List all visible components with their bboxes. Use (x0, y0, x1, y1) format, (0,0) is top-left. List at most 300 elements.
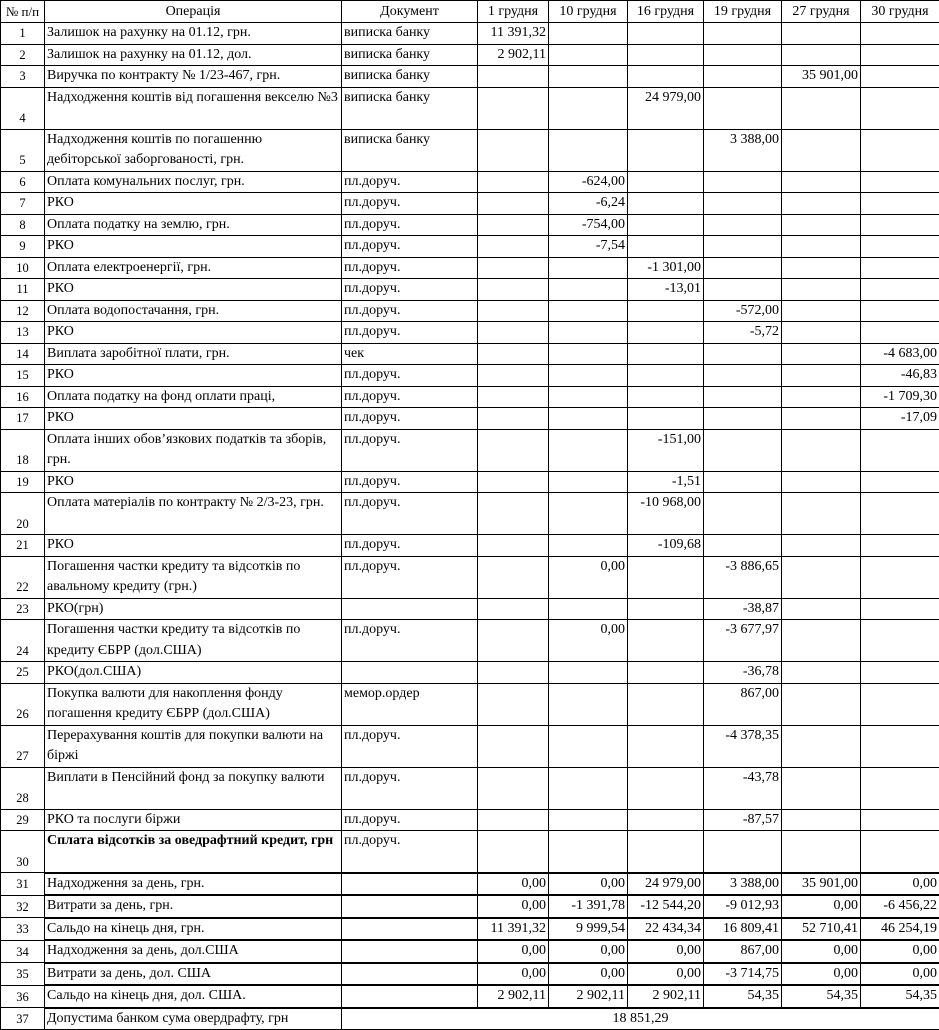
header-date-19: 19 грудня (704, 1, 782, 23)
document-cell (342, 940, 478, 963)
value-cell (628, 44, 704, 66)
row-number: 10 (1, 257, 45, 279)
summary-value: -6 456,22 (861, 895, 939, 918)
value-cell (628, 343, 704, 365)
value-cell (549, 598, 628, 620)
row-number: 25 (1, 662, 45, 684)
value-cell (704, 535, 782, 557)
summary-row (1, 918, 939, 941)
summary-row (1, 873, 939, 896)
value-cell (861, 236, 939, 258)
value-cell (861, 279, 939, 301)
operation-cell: Залишок на рахунку на 01.12, грн. (45, 23, 342, 45)
value-cell (478, 365, 549, 387)
value-cell: -4 378,35 (704, 725, 782, 767)
summary-value: 54,35 (861, 985, 939, 1008)
summary-label: Надходження за день, грн. (45, 873, 342, 896)
summary-value: 0,00 (861, 963, 939, 986)
value-cell (782, 129, 861, 171)
row-number: 32 (1, 895, 45, 918)
table-row (1, 322, 939, 344)
summary-value: 35 901,00 (782, 873, 861, 896)
row-number: 2 (1, 44, 45, 66)
operation-cell: Перерахування коштів для покупки валюти на біржі (45, 725, 342, 767)
table-row (1, 493, 939, 535)
value-cell: -46,83 (861, 365, 939, 387)
document-cell (342, 873, 478, 896)
summary-value: -12 544,20 (628, 895, 704, 918)
document-cell: пл.доруч. (342, 322, 478, 344)
value-cell (478, 493, 549, 535)
value-cell (549, 831, 628, 873)
value-cell (549, 725, 628, 767)
value-cell (704, 831, 782, 873)
value-cell (478, 343, 549, 365)
value-cell (782, 809, 861, 831)
value-cell (782, 598, 861, 620)
value-cell (861, 831, 939, 873)
value-cell (549, 767, 628, 809)
value-cell (782, 471, 861, 493)
table-row (1, 279, 939, 301)
value-cell (861, 809, 939, 831)
overdraft-value: 18 851,29 (342, 1008, 939, 1030)
value-cell (782, 725, 861, 767)
document-cell: пл.доруч. (342, 214, 478, 236)
header-date-16: 16 грудня (628, 1, 704, 23)
value-cell: 2 902,11 (478, 44, 549, 66)
value-cell (704, 236, 782, 258)
row-number: 35 (1, 963, 45, 986)
value-cell: -1 709,30 (861, 386, 939, 408)
value-cell (782, 683, 861, 725)
value-cell (782, 556, 861, 598)
value-cell: -38,87 (704, 598, 782, 620)
value-cell (782, 300, 861, 322)
value-cell (704, 429, 782, 471)
value-cell (782, 831, 861, 873)
value-cell (549, 87, 628, 129)
operation-cell: Виплата заробітної плати, грн. (45, 343, 342, 365)
value-cell: 24 979,00 (628, 87, 704, 129)
operation-cell: Надходження коштів від погашення векселю №3 (45, 87, 342, 129)
table-row (1, 683, 939, 725)
summary-value: 0,00 (549, 963, 628, 986)
value-cell: -151,00 (628, 429, 704, 471)
document-cell (342, 662, 478, 684)
row-number: 37 (1, 1008, 45, 1030)
value-cell (628, 66, 704, 88)
operation-cell: Оплата матеріалів по контракту № 2/3-23, грн. (45, 493, 342, 535)
value-cell (478, 725, 549, 767)
operation-cell: Покупка валюти для накоплення фонду погашення кредиту ЄБРР (дол.США) (45, 683, 342, 725)
value-cell (478, 662, 549, 684)
operation-cell: Сплата відсотків за оведрафтний кредит, грн (45, 831, 342, 873)
value-cell: -3 677,97 (704, 620, 782, 662)
value-cell: -13,01 (628, 279, 704, 301)
summary-value: 0,00 (478, 873, 549, 896)
summary-value: 0,00 (478, 940, 549, 963)
value-cell (628, 236, 704, 258)
value-cell (861, 429, 939, 471)
value-cell (861, 556, 939, 598)
value-cell (782, 620, 861, 662)
value-cell (549, 365, 628, 387)
row-number: 31 (1, 873, 45, 896)
value-cell (861, 471, 939, 493)
value-cell (549, 44, 628, 66)
value-cell (704, 44, 782, 66)
value-cell (628, 300, 704, 322)
value-cell: -624,00 (549, 171, 628, 193)
document-cell: пл.доруч. (342, 408, 478, 430)
operation-cell: Оплата водопостачання, грн. (45, 300, 342, 322)
value-cell (861, 598, 939, 620)
value-cell (478, 386, 549, 408)
summary-value: 0,00 (782, 963, 861, 986)
document-cell: пл.доруч. (342, 300, 478, 322)
document-cell: пл.доруч. (342, 809, 478, 831)
value-cell (861, 493, 939, 535)
value-cell (549, 408, 628, 430)
overdraft-label: Допустима банком сума овердрафту, грн (45, 1008, 342, 1030)
operation-cell: Залишок на рахунку на 01.12, дол. (45, 44, 342, 66)
document-cell (342, 985, 478, 1008)
value-cell (782, 662, 861, 684)
value-cell (478, 429, 549, 471)
value-cell (861, 683, 939, 725)
document-cell: пл.доруч. (342, 620, 478, 662)
value-cell (478, 87, 549, 129)
summary-value: 0,00 (549, 873, 628, 896)
value-cell (861, 535, 939, 557)
document-cell: пл.доруч. (342, 365, 478, 387)
summary-value: 16 809,41 (704, 918, 782, 941)
value-cell (628, 809, 704, 831)
document-cell: виписка банку (342, 66, 478, 88)
summary-value: 0,00 (549, 940, 628, 963)
value-cell (628, 598, 704, 620)
operation-cell: РКО (45, 279, 342, 301)
table-row (1, 87, 939, 129)
row-number: 19 (1, 471, 45, 493)
summary-value: 52 710,41 (782, 918, 861, 941)
value-cell (478, 471, 549, 493)
value-cell (782, 322, 861, 344)
value-cell (782, 343, 861, 365)
value-cell (628, 129, 704, 171)
document-cell: пл.доруч. (342, 831, 478, 873)
value-cell: -1,51 (628, 471, 704, 493)
summary-value: 0,00 (782, 895, 861, 918)
header-operation: Операція (45, 1, 342, 23)
table-row (1, 257, 939, 279)
summary-row (1, 985, 939, 1008)
value-cell (549, 809, 628, 831)
value-cell (549, 23, 628, 45)
value-cell (628, 683, 704, 725)
value-cell (782, 171, 861, 193)
value-cell (861, 44, 939, 66)
document-cell: пл.доруч. (342, 535, 478, 557)
value-cell (478, 831, 549, 873)
summary-row (1, 963, 939, 986)
value-cell (861, 620, 939, 662)
value-cell (549, 279, 628, 301)
row-number: 8 (1, 214, 45, 236)
row-number: 17 (1, 408, 45, 430)
value-cell (704, 365, 782, 387)
value-cell (782, 44, 861, 66)
value-cell (704, 386, 782, 408)
value-cell (782, 257, 861, 279)
row-number: 21 (1, 535, 45, 557)
operation-cell: Оплата податку на землю, грн. (45, 214, 342, 236)
value-cell (782, 386, 861, 408)
document-cell: пл.доруч. (342, 171, 478, 193)
operation-cell: РКО (45, 193, 342, 215)
value-cell: -1 301,00 (628, 257, 704, 279)
value-cell (478, 171, 549, 193)
document-cell: пл.доруч. (342, 767, 478, 809)
row-number: 28 (1, 767, 45, 809)
value-cell (549, 429, 628, 471)
operation-cell: Надходження коштів по погашенню дебіторської заборгованості, грн. (45, 129, 342, 171)
summary-value: 867,00 (704, 940, 782, 963)
document-cell: пл.доруч. (342, 556, 478, 598)
row-number: 4 (1, 87, 45, 129)
value-cell (478, 300, 549, 322)
table-row (1, 44, 939, 66)
value-cell (628, 767, 704, 809)
row-number: 9 (1, 236, 45, 258)
value-cell (704, 471, 782, 493)
table-row (1, 556, 939, 598)
value-cell: 0,00 (549, 556, 628, 598)
value-cell: 0,00 (549, 620, 628, 662)
table-row (1, 471, 939, 493)
table-row (1, 300, 939, 322)
value-cell (861, 66, 939, 88)
value-cell (478, 279, 549, 301)
table-row (1, 408, 939, 430)
value-cell (549, 343, 628, 365)
value-cell: -87,57 (704, 809, 782, 831)
operation-cell: Оплата комунальних послуг, грн. (45, 171, 342, 193)
row-number: 34 (1, 940, 45, 963)
row-number: 20 (1, 493, 45, 535)
summary-value: 54,35 (782, 985, 861, 1008)
operation-cell: РКО (45, 236, 342, 258)
row-number: 23 (1, 598, 45, 620)
document-cell: пл.доруч. (342, 493, 478, 535)
summary-value: 0,00 (861, 940, 939, 963)
value-cell: -17,09 (861, 408, 939, 430)
summary-value: -1 391,78 (549, 895, 628, 918)
value-cell (704, 493, 782, 535)
value-cell (861, 725, 939, 767)
summary-value: 9 999,54 (549, 918, 628, 941)
value-cell (478, 620, 549, 662)
value-cell (704, 193, 782, 215)
value-cell (478, 408, 549, 430)
value-cell: -572,00 (704, 300, 782, 322)
table-row (1, 193, 939, 215)
table-row (1, 365, 939, 387)
row-number: 33 (1, 918, 45, 941)
value-cell (628, 23, 704, 45)
operation-cell: Погашення частки кредиту та відсотків по авальному кредиту (грн.) (45, 556, 342, 598)
value-cell: -6,24 (549, 193, 628, 215)
table-row (1, 386, 939, 408)
table-row (1, 66, 939, 88)
overdraft-row (1, 1008, 939, 1030)
value-cell (704, 214, 782, 236)
summary-value: 0,00 (478, 895, 549, 918)
value-cell (782, 279, 861, 301)
operation-cell: РКО (45, 535, 342, 557)
summary-value: 2 902,11 (478, 985, 549, 1008)
value-cell (782, 365, 861, 387)
operation-cell: Виручка по контракту № 1/23-467, грн. (45, 66, 342, 88)
row-number: 36 (1, 985, 45, 1008)
value-cell (628, 556, 704, 598)
value-cell (861, 300, 939, 322)
value-cell: 11 391,32 (478, 23, 549, 45)
value-cell: -5,72 (704, 322, 782, 344)
value-cell: 35 901,00 (782, 66, 861, 88)
value-cell (861, 257, 939, 279)
header-date-30: 30 грудня (861, 1, 939, 23)
row-number: 13 (1, 322, 45, 344)
table-row (1, 171, 939, 193)
value-cell (704, 279, 782, 301)
value-cell (861, 129, 939, 171)
value-cell (549, 535, 628, 557)
row-number: 29 (1, 809, 45, 831)
row-number: 3 (1, 66, 45, 88)
table-row (1, 725, 939, 767)
header-document: Документ (342, 1, 478, 23)
value-cell (704, 66, 782, 88)
value-cell: -4 683,00 (861, 343, 939, 365)
value-cell: -754,00 (549, 214, 628, 236)
summary-label: Сальдо на кінець дня, грн. (45, 918, 342, 941)
operation-cell: РКО (45, 408, 342, 430)
value-cell (704, 23, 782, 45)
document-cell (342, 918, 478, 941)
document-cell: пл.доруч. (342, 279, 478, 301)
value-cell: -3 886,65 (704, 556, 782, 598)
value-cell (549, 386, 628, 408)
value-cell (628, 171, 704, 193)
document-cell: виписка банку (342, 23, 478, 45)
document-cell (342, 598, 478, 620)
operation-cell: РКО(грн) (45, 598, 342, 620)
summary-value: 3 388,00 (704, 873, 782, 896)
row-number: 24 (1, 620, 45, 662)
summary-value: -3 714,75 (704, 963, 782, 986)
summary-value: 0,00 (782, 940, 861, 963)
operation-cell: Оплата електроенергії, грн. (45, 257, 342, 279)
value-cell (628, 322, 704, 344)
table-row (1, 620, 939, 662)
summary-value: 2 902,11 (549, 985, 628, 1008)
row-number: 18 (1, 429, 45, 471)
table-row (1, 343, 939, 365)
table-row (1, 214, 939, 236)
operation-cell: РКО та послуги біржи (45, 809, 342, 831)
value-cell: -10 968,00 (628, 493, 704, 535)
document-cell: виписка банку (342, 44, 478, 66)
summary-label: Витрати за день, дол. США (45, 963, 342, 986)
document-cell: пл.доруч. (342, 257, 478, 279)
table-row (1, 662, 939, 684)
value-cell (782, 429, 861, 471)
document-cell: пл.доруч. (342, 725, 478, 767)
header-row (1, 1, 939, 23)
summary-value: 46 254,19 (861, 918, 939, 941)
table-row (1, 236, 939, 258)
value-cell (628, 831, 704, 873)
row-number: 30 (1, 831, 45, 873)
value-cell (782, 767, 861, 809)
summary-value: 0,00 (628, 963, 704, 986)
value-cell (549, 129, 628, 171)
summary-value: 11 391,32 (478, 918, 549, 941)
summary-label: Витрати за день, грн. (45, 895, 342, 918)
value-cell (782, 236, 861, 258)
value-cell (478, 556, 549, 598)
value-cell (782, 535, 861, 557)
value-cell (861, 214, 939, 236)
summary-value: 0,00 (861, 873, 939, 896)
document-cell: пл.доруч. (342, 193, 478, 215)
row-number: 5 (1, 129, 45, 171)
table-row (1, 809, 939, 831)
value-cell (628, 386, 704, 408)
value-cell (478, 214, 549, 236)
value-cell (782, 408, 861, 430)
summary-row (1, 940, 939, 963)
summary-value: -9 012,93 (704, 895, 782, 918)
header-date-1: 1 грудня (478, 1, 549, 23)
value-cell (704, 171, 782, 193)
value-cell (628, 662, 704, 684)
value-cell (478, 809, 549, 831)
value-cell (704, 343, 782, 365)
value-cell (478, 257, 549, 279)
table-row (1, 767, 939, 809)
summary-value: 22 434,34 (628, 918, 704, 941)
value-cell (704, 408, 782, 430)
document-cell: пл.доруч. (342, 386, 478, 408)
document-cell: пл.доруч. (342, 429, 478, 471)
header-num: № п/п (1, 1, 45, 23)
value-cell (478, 322, 549, 344)
row-number: 15 (1, 365, 45, 387)
document-cell (342, 895, 478, 918)
table-row (1, 598, 939, 620)
row-number: 16 (1, 386, 45, 408)
header-date-10: 10 грудня (549, 1, 628, 23)
operation-cell: Погашення частки кредиту та відсотків по кредиту ЄБРР (дол.США) (45, 620, 342, 662)
value-cell (549, 662, 628, 684)
table-row (1, 535, 939, 557)
header-date-27: 27 грудня (782, 1, 861, 23)
value-cell (628, 725, 704, 767)
value-cell: -43,78 (704, 767, 782, 809)
